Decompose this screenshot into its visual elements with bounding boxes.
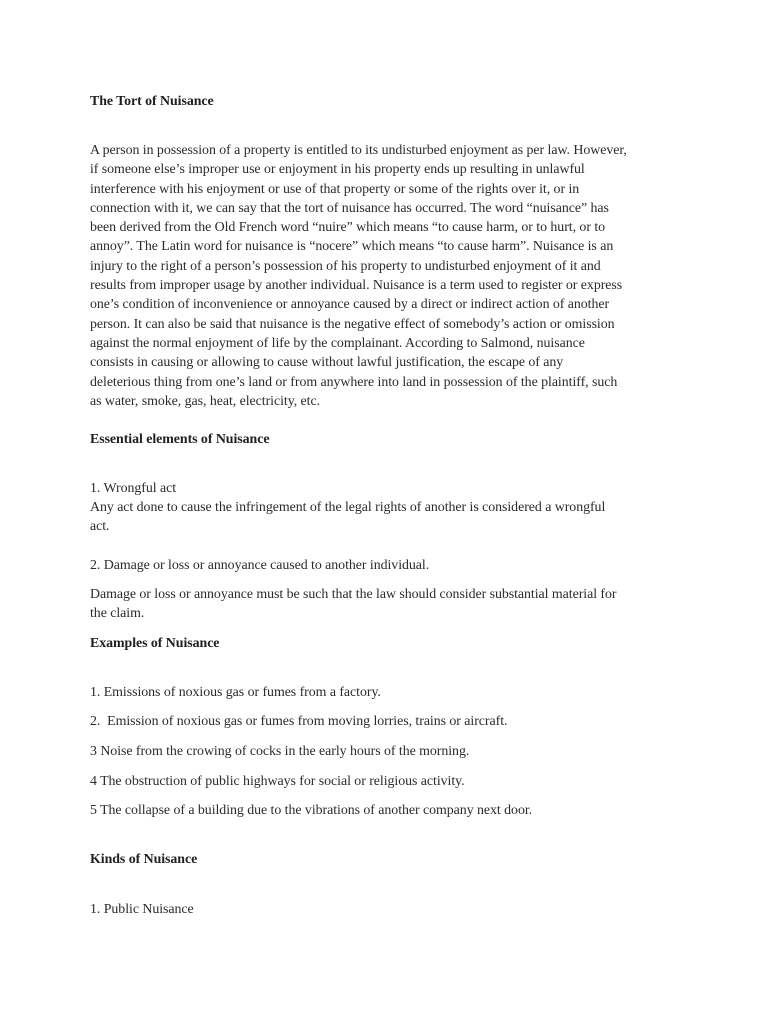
example-item: 5 The collapse of a building due to the vibrations of another company next door. bbox=[90, 803, 533, 818]
paragraph-line: annoy”. The Latin word for nuisance is “nocere” which means “to cause harm”. Nuisance is an bbox=[90, 239, 614, 255]
paragraph-line: against the normal enjoyment of life by the complainant. According to Salmond, nuisance bbox=[90, 335, 585, 351]
paragraph-line: person. It can also be said that nuisance is the negative effect of somebody’s action or omission bbox=[90, 316, 615, 332]
essential-item-title: 2. Damage or loss or annoyance caused to another individual. bbox=[90, 558, 430, 573]
paragraph-line: interference with his enjoyment or use of that property or some of the rights over it, or in bbox=[90, 181, 580, 197]
paragraph-line: Damage or loss or annoyance must be such that the law should consider substantial material for bbox=[90, 587, 617, 602]
example-item: 3 Noise from the crowing of cocks in the early hours of the morning. bbox=[90, 744, 470, 759]
document-title: The Tort of Nuisance bbox=[90, 94, 214, 109]
paragraph-line: act. bbox=[90, 519, 110, 535]
example-item: 4 The obstruction of public highways for social or religious activity. bbox=[90, 774, 465, 789]
example-item: 1. Emissions of noxious gas or fumes from a factory. bbox=[90, 685, 381, 700]
paragraph-line: if someone else’s improper use or enjoyment in his property ends up resulting in unlawful bbox=[90, 162, 585, 178]
paragraph-line: deleterious thing from one’s land or from anywhere into land in possession of the plaintiff, such bbox=[90, 374, 618, 390]
essential-item-description bbox=[90, 498, 690, 537]
paragraph-line: one’s condition of inconvenience or annoyance caused by a direct or indirect action of another bbox=[90, 297, 610, 313]
essential-item-title: 1. Wrongful act bbox=[90, 481, 176, 496]
section-heading-examples: Examples of Nuisance bbox=[90, 636, 220, 651]
paragraph-line: connection with it, we can say that the tort of nuisance has occurred. The word “nuisance” has bbox=[90, 200, 609, 216]
paragraph-line: the claim. bbox=[90, 606, 145, 622]
paragraph-line: injury to the right of a person’s possession of his property to undisturbed enjoyment of it and bbox=[90, 258, 601, 274]
section-heading-kinds: Kinds of Nuisance bbox=[90, 852, 198, 867]
paragraph-line: Any act done to cause the infringement of the legal rights of another is considered a wrongful bbox=[90, 500, 606, 515]
paragraph-line: been derived from the Old French word “nuire” which means “to cause harm, or to hurt, or to bbox=[90, 220, 606, 236]
paragraph-line: as water, smoke, gas, heat, electricity, etc. bbox=[90, 393, 321, 409]
kinds-item: 1. Public Nuisance bbox=[90, 902, 194, 917]
intro-paragraph bbox=[90, 141, 690, 411]
example-item: 2. Emission of noxious gas or fumes from moving lorries, trains or aircraft. bbox=[90, 714, 508, 729]
section-heading-essentials: Essential elements of Nuisance bbox=[90, 432, 270, 447]
document-page bbox=[90, 0, 690, 1024]
paragraph-line: results from improper usage by another individual. Nuisance is a term used to register or express bbox=[90, 278, 623, 294]
paragraph-line: A person in possession of a property is entitled to its undisturbed enjoyment as per law. However, bbox=[90, 143, 627, 158]
paragraph-line: consists in causing or allowing to cause without lawful justification, the escape of any bbox=[90, 355, 564, 371]
essential-item-description bbox=[90, 585, 690, 624]
